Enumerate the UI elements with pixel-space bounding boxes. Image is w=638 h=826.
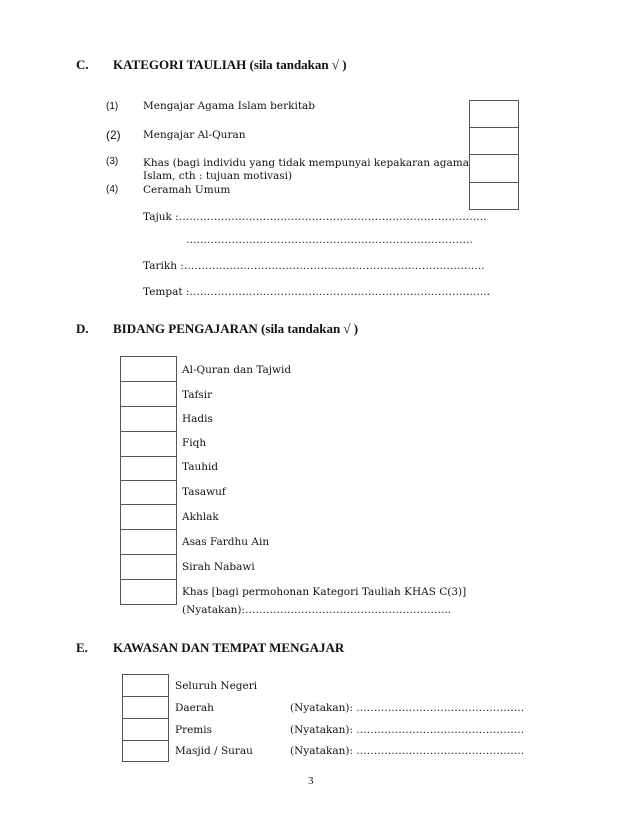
field-checkbox-khas[interactable] (120, 579, 177, 605)
category-1-label: Mengajar Agama Islam berkitab (143, 100, 316, 112)
category-3-label: Khas (bagi individu yang tidak mempunyai kepakaran agama (143, 157, 469, 169)
section-e-title: KAWASAN DAN TEMPAT MENGAJAR (113, 640, 345, 655)
field-label: Al-Quran dan Tajwid (182, 364, 292, 376)
field-checkbox-tafsir[interactable] (120, 381, 177, 407)
area-checkbox-seluruh-negeri[interactable] (122, 674, 169, 697)
category-2-checkbox[interactable] (469, 127, 519, 155)
section-d-title: BIDANG PENGAJARAN (sila tandakan √ ) (113, 321, 359, 336)
page-number: 3 (308, 775, 314, 787)
masjid-nyatakan-field[interactable]: (Nyatakan): ………………………………………… (290, 745, 525, 757)
field-label: Akhlak (182, 511, 219, 523)
field-label: Fiqh (182, 437, 207, 449)
area-checkbox-masjid-surau[interactable] (122, 740, 169, 762)
field-label: Asas Fardhu Ain (182, 536, 270, 548)
category-4-label: Ceramah Umum (143, 184, 231, 196)
category-2-number: (2) (106, 128, 121, 142)
daerah-nyatakan-field[interactable]: (Nyatakan): ………………………………………… (290, 702, 525, 714)
field-checkbox-al-quran[interactable] (120, 356, 177, 382)
field-checkbox-fardhu-ain[interactable] (120, 529, 177, 555)
tajuk-field[interactable]: Tajuk :……………………………………………………………………………. (143, 211, 487, 223)
category-3-checkbox[interactable] (469, 154, 519, 183)
section-d-letter: D. (76, 321, 89, 336)
area-label: Daerah (175, 702, 214, 714)
section-c-letter: C. (76, 57, 89, 72)
field-label: Khas [bagi permohonan Kategori Tauliah KHAS C(3)] (182, 586, 467, 598)
area-checkbox-premis[interactable] (122, 718, 169, 741)
area-label: Premis (175, 724, 213, 736)
field-checkbox-tasawuf[interactable] (120, 480, 177, 505)
field-checkbox-hadis[interactable] (120, 406, 177, 432)
field-checkbox-tauhid[interactable] (120, 456, 177, 481)
category-4-checkbox[interactable] (469, 182, 519, 210)
premis-nyatakan-field[interactable]: (Nyatakan): ………………………………………… (290, 724, 525, 736)
field-label: Hadis (182, 413, 213, 425)
section-e-letter: E. (76, 640, 88, 655)
field-label: Sirah Nabawi (182, 561, 255, 573)
tarikh-field[interactable]: Tarikh :………………………………………………………………………….. (143, 260, 485, 272)
section-c-title: KATEGORI TAULIAH (sila tandakan √ ) (113, 57, 347, 72)
field-checkbox-fiqh[interactable] (120, 431, 177, 457)
area-checkbox-daerah[interactable] (122, 696, 169, 719)
category-4-number: (4) (106, 184, 119, 195)
category-3-number: (3) (106, 156, 119, 167)
category-1-checkbox[interactable] (469, 100, 519, 128)
field-label: Tafsir (182, 389, 213, 401)
area-label: Seluruh Negeri (175, 680, 258, 692)
field-checkbox-sirah[interactable] (120, 554, 177, 580)
category-2-label: Mengajar Al-Quran (143, 129, 246, 141)
area-label: Masjid / Surau (175, 745, 253, 757)
field-label: Tasawuf (182, 486, 226, 498)
category-3-label-cont: Islam, cth : tujuan motivasi) (143, 170, 293, 182)
field-label: Tauhid (182, 461, 219, 473)
khas-nyatakan-field[interactable]: (Nyatakan):………………………………………………….. (182, 604, 452, 616)
tajuk-field-cont[interactable]: ………………………………………………………………………. (186, 234, 473, 246)
tempat-field[interactable]: Tempat :………………………………………………………………………….. (143, 286, 491, 298)
category-1-number: (1) (106, 101, 119, 112)
field-checkbox-akhlak[interactable] (120, 504, 177, 530)
